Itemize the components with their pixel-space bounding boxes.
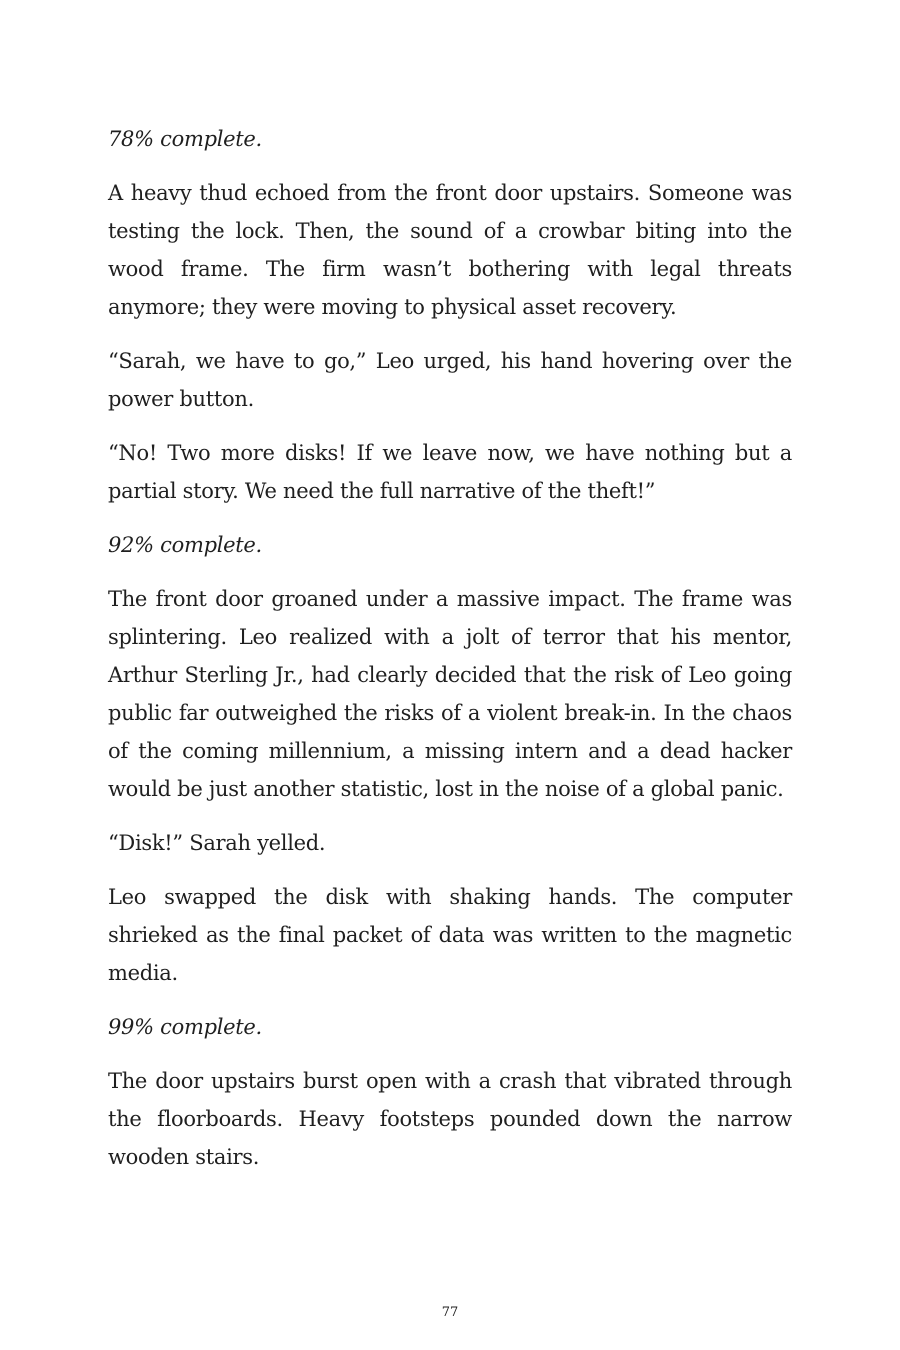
page-body-text [108, 120, 792, 1192]
progress-line: 99% complete. [108, 1015, 262, 1039]
progress-line: 92% complete. [108, 533, 262, 557]
paragraph: The front door groaned under a massive impact. The frame was splintering. Leo realized with a jolt of terror that his mentor, Arthur Sterling Jr., had clearly decided that the risk of Leo going public far outweighed the risks of a violent break-in. In the chaos of the coming millennium, a missing intern and a dead hacker would be just another statistic, lost in the noise of a global panic. [108, 587, 792, 801]
paragraph: A heavy thud echoed from the front door upstairs. Someone was testing the lock. Then, the sound of a crowbar biting into the wood frame. The firm wasn’t bothering with legal threats anymore; they were moving to physical asset recovery. [108, 181, 792, 319]
paragraph: “No! Two more disks! If we leave now, we have nothing but a partial story. We need the full narrative of the theft!” [108, 441, 792, 503]
paragraph: “Sarah, we have to go,” Leo urged, his hand hovering over the power button. [108, 349, 792, 411]
paragraph: Leo swapped the disk with shaking hands. The computer shrieked as the final packet of data was written to the magnetic media. [108, 885, 792, 985]
page-number: 77 [441, 1305, 459, 1320]
paragraph: The door upstairs burst open with a crash that vibrated through the floorboards. Heavy footsteps pounded down the narrow wooden stairs. [108, 1069, 792, 1169]
progress-line: 78% complete. [108, 127, 262, 151]
paragraph: “Disk!” Sarah yelled. [108, 831, 326, 855]
